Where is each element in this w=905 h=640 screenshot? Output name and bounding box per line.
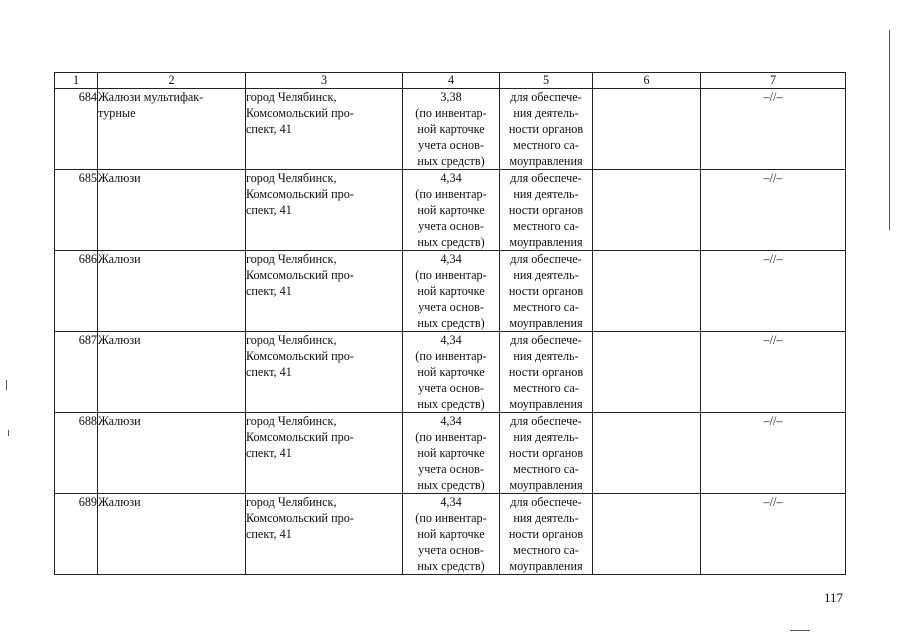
table-cell-col6 [593, 251, 701, 332]
cell-text: город Челябинск, Комсомольский про- спект, 41 [246, 414, 354, 460]
cell-text: 4,34 (по инвентар- ной карточке учета основ- ных средств) [415, 495, 487, 573]
table-cell-col7 [701, 494, 846, 575]
header-cell: 1 [55, 73, 98, 89]
cell-text: Жалюзи [98, 414, 141, 428]
header-cell: 7 [701, 73, 846, 89]
cell-text: для обеспече- ния деятель- ности органов местного са- моуправления [508, 90, 584, 168]
table-cell-value [403, 170, 500, 251]
table-row [55, 332, 846, 413]
cell-text: 689 [78, 495, 97, 509]
table-cell-num [55, 494, 98, 575]
cell-text: 687 [78, 333, 97, 347]
table-cell-address [246, 332, 403, 413]
header-cell: 6 [593, 73, 701, 89]
table-row [55, 494, 846, 575]
table-cell-address [246, 89, 403, 170]
scan-dot [790, 630, 810, 631]
cell-text: 685 [78, 171, 97, 185]
table-cell-purpose [500, 332, 593, 413]
table-cell-name [98, 332, 246, 413]
table-cell-col7 [701, 413, 846, 494]
table-cell-value [403, 332, 500, 413]
cell-text: 4,34 (по инвентар- ной карточке учета основ- ных средств) [415, 252, 487, 330]
cell-text: город Челябинск, Комсомольский про- спект, 41 [246, 171, 354, 217]
cell-text: Жалюзи [98, 252, 141, 266]
cell-text: –//– [763, 171, 783, 185]
table-cell-num [55, 251, 98, 332]
table-cell-col7 [701, 89, 846, 170]
cell-text: 4,34 (по инвентар- ной карточке учета основ- ных средств) [415, 333, 487, 411]
cell-text: для обеспече- ния деятель- ности органов местного са- моуправления [508, 414, 584, 492]
cell-text: город Челябинск, Комсомольский про- спект, 41 [246, 252, 354, 298]
cell-text: 684 [78, 90, 97, 104]
cell-text: Жалюзи [98, 333, 141, 347]
header-cell: 5 [500, 73, 593, 89]
cell-text: –//– [763, 90, 783, 104]
cell-text: 688 [78, 414, 97, 428]
table-cell-num [55, 170, 98, 251]
table-cell-value [403, 89, 500, 170]
cell-text: 4,34 (по инвентар- ной карточке учета основ- ных средств) [415, 414, 487, 492]
inventory-table [54, 72, 846, 575]
table-cell-purpose [500, 413, 593, 494]
table-cell-address [246, 413, 403, 494]
table-cell-address [246, 494, 403, 575]
cell-text: для обеспече- ния деятель- ности органов местного са- моуправления [508, 495, 584, 573]
table-cell-col6 [593, 413, 701, 494]
scan-dot [8, 430, 9, 436]
table-cell-name [98, 251, 246, 332]
table-cell-purpose [500, 251, 593, 332]
table-cell-value [403, 413, 500, 494]
table-cell-purpose [500, 494, 593, 575]
cell-text: –//– [763, 414, 783, 428]
cell-text: Жалюзи [98, 171, 141, 185]
cell-text: Жалюзи мультифак- турные [98, 90, 204, 120]
table-cell-address [246, 170, 403, 251]
table-row [55, 251, 846, 332]
header-cell: 4 [403, 73, 500, 89]
table-cell-col6 [593, 170, 701, 251]
table-cell-purpose [500, 170, 593, 251]
table-header-row [55, 73, 846, 89]
page-number: 117 [824, 590, 844, 605]
table-cell-purpose [500, 89, 593, 170]
header-cell: 2 [98, 73, 246, 89]
table-cell-name [98, 494, 246, 575]
table-cell-col7 [701, 170, 846, 251]
table-cell-num [55, 332, 98, 413]
cell-text: для обеспече- ния деятель- ности органов местного са- моуправления [508, 333, 584, 411]
table-cell-name [98, 170, 246, 251]
table-row [55, 413, 846, 494]
table-cell-num [55, 89, 98, 170]
cell-text: 4,34 (по инвентар- ной карточке учета основ- ных средств) [415, 171, 487, 249]
table-cell-name [98, 413, 246, 494]
table-row [55, 89, 846, 170]
table-cell-address [246, 251, 403, 332]
cell-text: –//– [763, 333, 783, 347]
table-cell-value [403, 494, 500, 575]
scan-edge-line [889, 30, 890, 230]
table-cell-col6 [593, 494, 701, 575]
cell-text: Жалюзи [98, 495, 141, 509]
table-cell-col7 [701, 332, 846, 413]
cell-text: 686 [78, 252, 97, 266]
table-row [55, 170, 846, 251]
scan-dot [6, 380, 7, 390]
cell-text: –//– [763, 252, 783, 266]
cell-text: –//– [763, 495, 783, 509]
cell-text: город Челябинск, Комсомольский про- спект, 41 [246, 495, 354, 541]
table-cell-col6 [593, 332, 701, 413]
table-cell-col6 [593, 89, 701, 170]
cell-text: 3,38 (по инвентар- ной карточке учета основ- ных средств) [415, 90, 487, 168]
cell-text: город Челябинск, Комсомольский про- спект, 41 [246, 90, 354, 136]
table-cell-name [98, 89, 246, 170]
table-body [55, 89, 846, 575]
cell-text: для обеспече- ния деятель- ности органов местного са- моуправления [508, 252, 584, 330]
cell-text: город Челябинск, Комсомольский про- спект, 41 [246, 333, 354, 379]
table-cell-col7 [701, 251, 846, 332]
table-cell-value [403, 251, 500, 332]
table-cell-num [55, 413, 98, 494]
header-cell: 3 [246, 73, 403, 89]
cell-text: для обеспече- ния деятель- ности органов местного са- моуправления [508, 171, 584, 249]
